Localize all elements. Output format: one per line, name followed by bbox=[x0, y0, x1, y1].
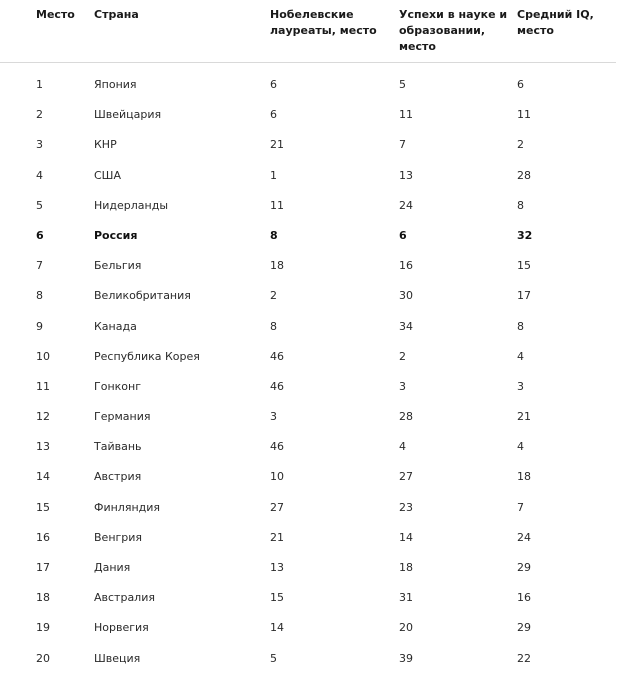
cell-rank: 13 bbox=[36, 440, 50, 454]
table-row bbox=[0, 583, 618, 613]
cell-science: 27 bbox=[399, 470, 413, 484]
table-body bbox=[0, 63, 618, 674]
header-nobel: Нобелевские лауреаты, место bbox=[270, 8, 377, 37]
cell-nobel: 18 bbox=[270, 259, 284, 273]
cell-iq: 28 bbox=[517, 168, 531, 182]
cell-science: 7 bbox=[399, 138, 406, 152]
table-row bbox=[0, 312, 618, 342]
cell-iq: 15 bbox=[517, 259, 531, 273]
table-row bbox=[0, 402, 618, 432]
cell-rank: 16 bbox=[36, 530, 50, 544]
table-row bbox=[0, 432, 618, 462]
cell-iq: 11 bbox=[517, 108, 531, 122]
cell-nobel: 11 bbox=[270, 198, 284, 212]
cell-rank: 10 bbox=[36, 349, 50, 363]
cell-iq: 29 bbox=[517, 621, 531, 635]
cell-iq: 29 bbox=[517, 561, 531, 574]
cell-science: 14 bbox=[399, 530, 413, 544]
cell-country: Россия bbox=[94, 228, 138, 242]
cell-nobel: 21 bbox=[270, 530, 284, 544]
cell-science: 16 bbox=[399, 259, 413, 273]
cell-iq: 2 bbox=[517, 138, 524, 152]
cell-rank: 19 bbox=[36, 621, 50, 635]
cell-iq: 8 bbox=[517, 319, 524, 333]
cell-iq: 18 bbox=[517, 470, 531, 484]
cell-country: Нидерланды bbox=[94, 198, 169, 212]
table-row bbox=[0, 161, 618, 191]
cell-rank: 3 bbox=[36, 138, 43, 152]
cell-rank: 18 bbox=[36, 591, 50, 605]
table-row bbox=[0, 342, 618, 372]
cell-science: 13 bbox=[399, 168, 413, 182]
cell-nobel: 14 bbox=[270, 621, 284, 635]
table-row bbox=[0, 493, 618, 523]
cell-rank: 15 bbox=[36, 500, 50, 514]
cell-country: Гонконг bbox=[94, 379, 141, 393]
cell-science: 31 bbox=[399, 591, 413, 605]
table-row bbox=[0, 191, 618, 221]
cell-nobel: 13 bbox=[270, 561, 284, 574]
cell-iq: 3 bbox=[517, 379, 524, 393]
cell-rank: 7 bbox=[36, 259, 43, 273]
cell-rank: 11 bbox=[36, 379, 50, 393]
cell-iq: 16 bbox=[517, 591, 531, 605]
header-rank: Место bbox=[36, 8, 75, 21]
cell-nobel: 8 bbox=[270, 228, 278, 242]
cell-iq: 7 bbox=[517, 500, 524, 514]
table-row bbox=[0, 553, 618, 583]
cell-iq: 6 bbox=[517, 78, 524, 91]
table-row bbox=[0, 130, 618, 160]
cell-country: Германия bbox=[94, 410, 151, 424]
cell-rank: 20 bbox=[36, 651, 50, 665]
table-row bbox=[0, 372, 618, 402]
cell-iq: 24 bbox=[517, 530, 531, 544]
cell-science: 18 bbox=[399, 561, 413, 574]
cell-science: 2 bbox=[399, 349, 406, 363]
cell-rank: 1 bbox=[36, 78, 43, 91]
table-row bbox=[0, 613, 618, 643]
cell-iq: 17 bbox=[517, 289, 531, 303]
cell-nobel: 6 bbox=[270, 78, 277, 91]
cell-rank: 6 bbox=[36, 228, 44, 242]
cell-nobel: 27 bbox=[270, 500, 284, 514]
cell-country: Япония bbox=[94, 78, 137, 91]
cell-country: Венгрия bbox=[94, 530, 143, 544]
table-header bbox=[0, 0, 616, 63]
table-row bbox=[0, 221, 618, 251]
cell-nobel: 15 bbox=[270, 591, 284, 605]
cell-country: Австрия bbox=[94, 470, 142, 484]
cell-country: Австралия bbox=[94, 591, 155, 605]
cell-science: 30 bbox=[399, 289, 413, 303]
cell-nobel: 6 bbox=[270, 108, 277, 122]
table-row bbox=[0, 281, 618, 311]
table-row bbox=[0, 251, 618, 281]
cell-country: США bbox=[94, 168, 121, 182]
table-row bbox=[0, 523, 618, 553]
cell-science: 20 bbox=[399, 621, 413, 635]
cell-nobel: 5 bbox=[270, 651, 277, 665]
cell-nobel: 46 bbox=[270, 349, 284, 363]
cell-nobel: 2 bbox=[270, 289, 277, 303]
cell-science: 11 bbox=[399, 108, 413, 122]
cell-country: КНР bbox=[94, 138, 117, 152]
cell-rank: 9 bbox=[36, 319, 43, 333]
cell-rank: 8 bbox=[36, 289, 43, 303]
cell-science: 6 bbox=[399, 228, 407, 242]
cell-rank: 5 bbox=[36, 198, 43, 212]
cell-country: Тайвань bbox=[94, 440, 142, 454]
cell-science: 39 bbox=[399, 651, 413, 665]
cell-nobel: 46 bbox=[270, 440, 284, 454]
cell-nobel: 1 bbox=[270, 168, 277, 182]
cell-country: Финляндия bbox=[94, 500, 161, 514]
cell-rank: 2 bbox=[36, 108, 43, 122]
cell-country: Великобритания bbox=[94, 289, 191, 303]
cell-iq: 4 bbox=[517, 349, 524, 363]
cell-country: Норвегия bbox=[94, 621, 149, 635]
cell-rank: 12 bbox=[36, 410, 50, 424]
table-row bbox=[0, 644, 618, 674]
header-science: Успехи в науке и образовании, место bbox=[399, 8, 508, 53]
cell-iq: 21 bbox=[517, 410, 531, 424]
cell-rank: 17 bbox=[36, 561, 50, 574]
table-row bbox=[0, 70, 618, 100]
cell-science: 28 bbox=[399, 410, 413, 424]
header-country: Страна bbox=[94, 8, 139, 21]
header-iq: Средний IQ, место bbox=[517, 8, 594, 37]
cell-nobel: 3 bbox=[270, 410, 277, 424]
cell-iq: 22 bbox=[517, 651, 531, 665]
cell-country: Швеция bbox=[94, 651, 141, 665]
table-row bbox=[0, 100, 618, 130]
cell-science: 4 bbox=[399, 440, 406, 454]
cell-iq: 8 bbox=[517, 198, 524, 212]
cell-country: Республика Корея bbox=[94, 349, 200, 363]
cell-nobel: 46 bbox=[270, 379, 284, 393]
cell-nobel: 21 bbox=[270, 138, 284, 152]
cell-iq: 32 bbox=[517, 228, 533, 242]
cell-country: Канада bbox=[94, 319, 137, 333]
cell-rank: 4 bbox=[36, 168, 43, 182]
cell-country: Дания bbox=[94, 561, 131, 574]
cell-science: 5 bbox=[399, 78, 406, 91]
cell-country: Швейцария bbox=[94, 108, 162, 122]
cell-iq: 4 bbox=[517, 440, 524, 454]
cell-country: Бельгия bbox=[94, 259, 142, 273]
cell-nobel: 10 bbox=[270, 470, 284, 484]
cell-science: 3 bbox=[399, 379, 406, 393]
table-row bbox=[0, 462, 618, 492]
cell-science: 23 bbox=[399, 500, 413, 514]
cell-science: 24 bbox=[399, 198, 413, 212]
cell-science: 34 bbox=[399, 319, 413, 333]
cell-rank: 14 bbox=[36, 470, 50, 484]
cell-nobel: 8 bbox=[270, 319, 277, 333]
